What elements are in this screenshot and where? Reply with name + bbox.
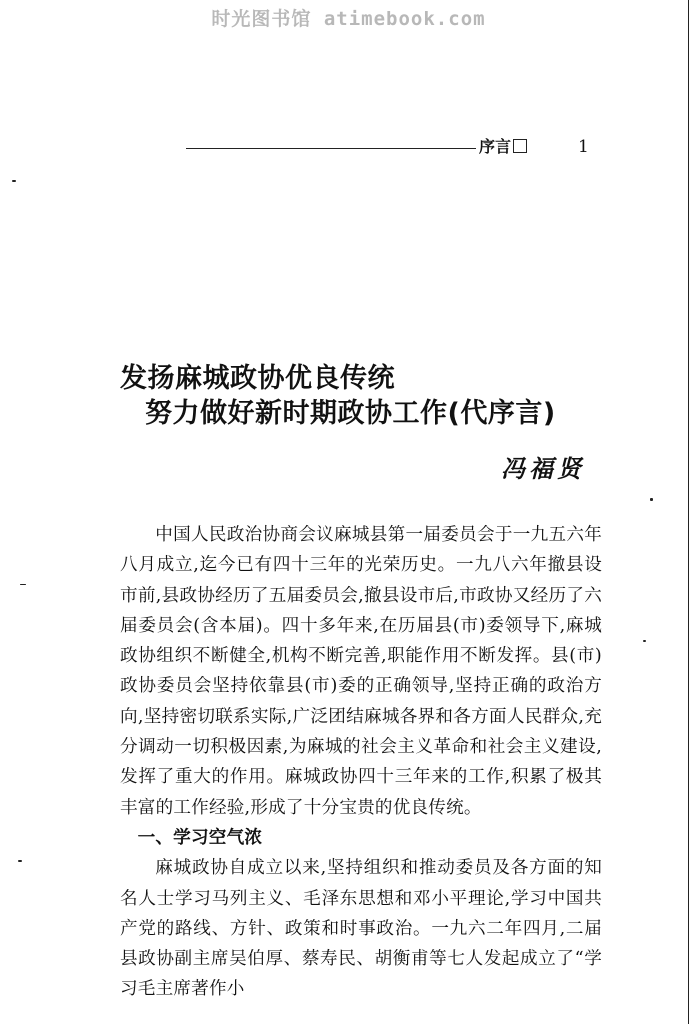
watermark: 时光图书馆 atimebook.com xyxy=(211,8,486,30)
scan-speck xyxy=(643,640,646,642)
article-title-line1: 发扬麻城政协优良传统 xyxy=(120,363,395,394)
paragraph-1: 中国人民政治协商会议麻城县第一届委员会于一九五六年八月成立,迄今已有四十三年的光荣历史。一九八六年撤县设市前,县政协经历了五届委员会,撤县设市后,市政协又经历了六届委员会(含本届)。四十多年来,在历届县(市)委领导下,麻城政协组织不断健全,机构不断完善,职能作用不断发挥。县(市)政协委员会坚持依靠县(市)委的正确领导,坚持正确的政治方向,坚持密切联系实际,广泛团结麻城各界和各方面人民群众,充分调动一切积极因素,为麻城的社会主义革命和社会主义建设,发挥了重大的作用。麻城政协四十三年来的工作,积累了极其丰富的工作经验,形成了十分宝贵的优良传统。 xyxy=(120,525,602,818)
author-signature: 冯福贤 xyxy=(501,454,585,483)
running-head-title: 序言 xyxy=(479,137,512,156)
article-body xyxy=(120,520,602,1005)
scan-speck xyxy=(20,584,26,585)
scan-speck xyxy=(18,860,22,862)
page-number: 1 xyxy=(578,137,589,157)
square-box-icon xyxy=(513,139,527,153)
running-head-title-block xyxy=(479,136,527,158)
running-head-rule xyxy=(186,148,476,149)
paragraph-2: 麻城政协自成立以来,坚持组织和推动委员及各方面的知名人士学习马列主义、毛泽东思想和邓小平理论,学习中国共产党的路线、方针、政策和时事政治。一九六二年四月,二届县政协副主席吴伯厚、蔡寿民、胡衡甫等七人发起成立了“学习毛主席著作小 xyxy=(120,858,602,1000)
scan-speck xyxy=(12,180,16,182)
page-edge-line xyxy=(688,0,689,1024)
running-head xyxy=(186,136,589,160)
article-title-line2: 努力做好新时期政协工作(代序言) xyxy=(145,398,556,429)
section-heading-1: 一、学习空气浓 xyxy=(137,827,263,848)
scan-speck xyxy=(650,498,653,501)
